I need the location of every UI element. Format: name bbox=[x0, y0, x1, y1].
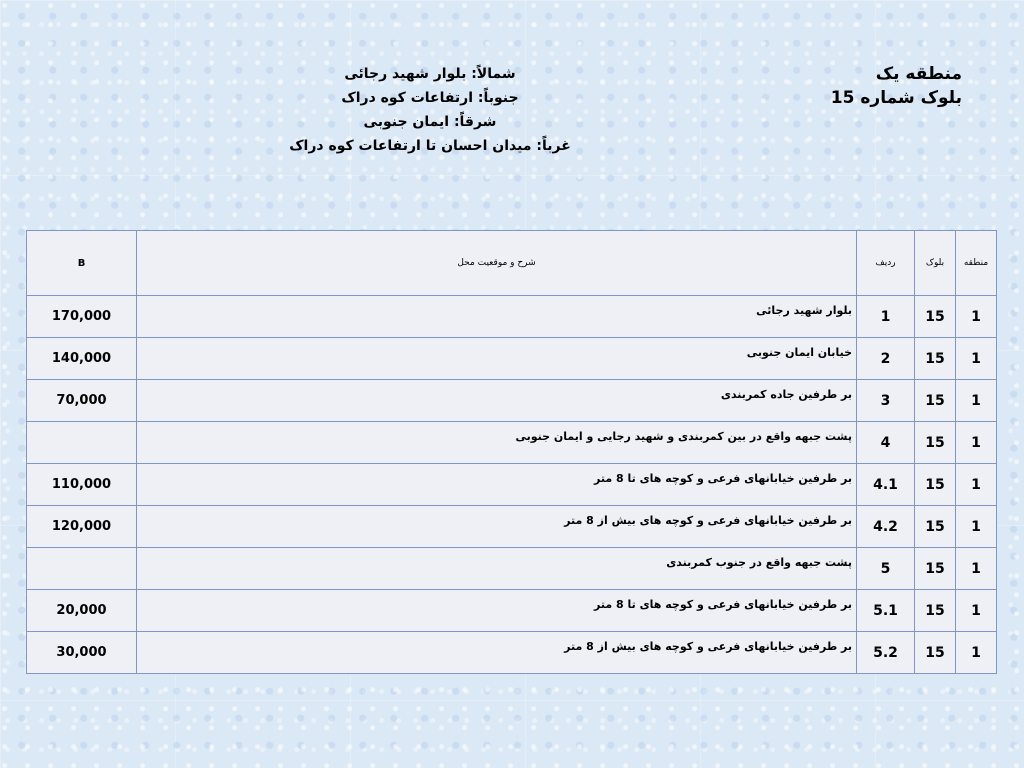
cell-block: 15 bbox=[915, 632, 956, 674]
table-row bbox=[27, 506, 997, 548]
cell-row-number: 5.2 bbox=[857, 632, 915, 674]
cell-price: 110,000 bbox=[27, 464, 137, 506]
price-table bbox=[26, 230, 997, 674]
boundary-north: شمالاً: بلوار شهید رجائی bbox=[344, 66, 516, 82]
column-header-description: شرح و موقعیت محل bbox=[137, 231, 857, 296]
cell-block: 15 bbox=[915, 296, 956, 338]
cell-price bbox=[27, 422, 137, 464]
cell-region: 1 bbox=[956, 590, 997, 632]
cell-row-number: 1 bbox=[857, 296, 915, 338]
column-header-row: ردیف bbox=[857, 231, 915, 296]
table-body bbox=[27, 296, 997, 674]
block-title: بلوک شماره 15 bbox=[830, 88, 962, 108]
cell-description: بر طرفین خیابانهای فرعی و کوچه های تا 8 متر bbox=[137, 464, 857, 506]
cell-region: 1 bbox=[956, 380, 997, 422]
cell-price: 30,000 bbox=[27, 632, 137, 674]
column-header-block: بلوک bbox=[915, 231, 956, 296]
column-header-price: B bbox=[27, 231, 137, 296]
table-row bbox=[27, 338, 997, 380]
cell-block: 15 bbox=[915, 590, 956, 632]
cell-description: پشت جبهه واقع در جنوب کمربندی bbox=[137, 548, 857, 590]
column-header-region: منطقه bbox=[956, 231, 997, 296]
cell-description: بر طرفین خیابانهای فرعی و کوچه های تا 8 متر bbox=[137, 590, 857, 632]
region-title: منطقه یک bbox=[875, 64, 962, 84]
table-row bbox=[27, 590, 997, 632]
cell-description: خیابان ایمان جنوبی bbox=[137, 338, 857, 380]
cell-price: 170,000 bbox=[27, 296, 137, 338]
cell-region: 1 bbox=[956, 464, 997, 506]
cell-price: 120,000 bbox=[27, 506, 137, 548]
cell-description: پشت جبهه واقع در بین کمربندی و شهید رجایی و ایمان جنوبی bbox=[137, 422, 857, 464]
price-table-container bbox=[26, 230, 996, 674]
region-block-header bbox=[831, 62, 962, 110]
table-row bbox=[27, 422, 997, 464]
cell-price: 20,000 bbox=[27, 590, 137, 632]
cell-block: 15 bbox=[915, 380, 956, 422]
cell-description: بر طرفین خیابانهای فرعی و کوچه های بیش از 8 متر bbox=[137, 506, 857, 548]
cell-row-number: 2 bbox=[857, 338, 915, 380]
cell-block: 15 bbox=[915, 422, 956, 464]
cell-block: 15 bbox=[915, 548, 956, 590]
boundary-west: غرباً: میدان احسان تا ارتفاعات کوه دراک bbox=[289, 138, 571, 154]
cell-row-number: 4.2 bbox=[857, 506, 915, 548]
table-row bbox=[27, 464, 997, 506]
cell-block: 15 bbox=[915, 506, 956, 548]
cell-description: بر طرفین خیابانهای فرعی و کوچه های بیش از 8 متر bbox=[137, 632, 857, 674]
cell-price: 140,000 bbox=[27, 338, 137, 380]
boundary-east: شرقاً: ایمان جنوبی bbox=[363, 114, 497, 130]
table-header-row bbox=[27, 231, 997, 296]
cell-region: 1 bbox=[956, 632, 997, 674]
cell-price: 70,000 bbox=[27, 380, 137, 422]
table-row bbox=[27, 380, 997, 422]
cell-region: 1 bbox=[956, 338, 997, 380]
table-row bbox=[27, 632, 997, 674]
cell-description: بلوار شهید رجائی bbox=[137, 296, 857, 338]
cell-region: 1 bbox=[956, 422, 997, 464]
cell-row-number: 3 bbox=[857, 380, 915, 422]
cell-description: بر طرفین جاده کمربندی bbox=[137, 380, 857, 422]
table-row bbox=[27, 548, 997, 590]
cell-price bbox=[27, 548, 137, 590]
cell-row-number: 4.1 bbox=[857, 464, 915, 506]
table-row bbox=[27, 296, 997, 338]
cell-block: 15 bbox=[915, 338, 956, 380]
boundary-south: جنوباً: ارتفاعات کوه دراک bbox=[341, 90, 519, 106]
cell-row-number: 4 bbox=[857, 422, 915, 464]
cell-row-number: 5.1 bbox=[857, 590, 915, 632]
cell-region: 1 bbox=[956, 506, 997, 548]
cell-block: 15 bbox=[915, 464, 956, 506]
cell-region: 1 bbox=[956, 296, 997, 338]
cell-row-number: 5 bbox=[857, 548, 915, 590]
cell-region: 1 bbox=[956, 548, 997, 590]
block-boundaries bbox=[270, 62, 590, 158]
